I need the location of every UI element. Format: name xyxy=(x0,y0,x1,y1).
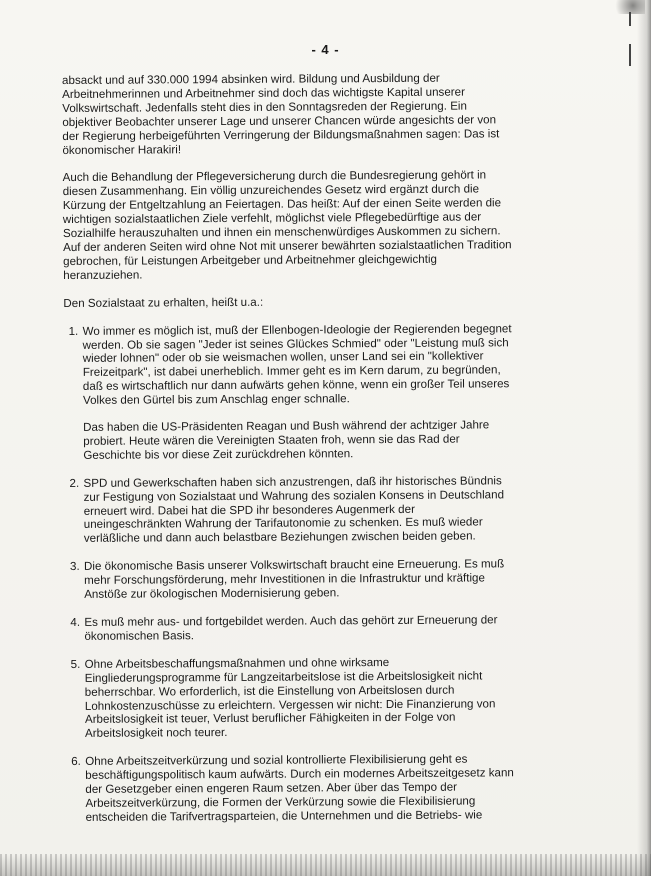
list-item-text: Ohne Arbeitsbeschaffungsmaßnahmen und ohne wirksame Eingliederungsprogramme für Langzeitarbeitslose ist die Arbeitslosigkeit nicht beherrschbar. Wo erforderlich, ist die Einstellung von Arbeitslosen durch Lohnkostenzuschüsse zu erleichtern. Vergessen wir nicht: Die Finanzierung von Arbeitslosigkeit ist teuer, Verlust beruflicher Fähigkeiten in der Folge von Arbeitslosigkeit noch teurer. xyxy=(84,655,496,741)
list-intro: Den Sozialstaat zu erhalten, heißt u.a.: xyxy=(63,295,264,310)
scan-shadow-bottom-edge xyxy=(0,854,651,876)
page-number: - 4 - xyxy=(311,42,340,57)
list-item-5 xyxy=(66,655,517,741)
scan-shadow-right-edge xyxy=(637,0,651,876)
list-item-text: Ohne Arbeitszeitverkürzung und sozial kontrollierte Flexibilisierung geht es beschäftigungspolitisch kaum aufwärts. Durch ein modernes Arbeitszeitgesetz kann der Gesetzgeber einen engeren Raum setzen. Aber über das Tempo der Arbeitszeitverkürzung, die Formen der Verkürzung sowie die Flexibilisierung entscheiden die Tarifvertragsparteien, die Unternehmen und die Betriebs- wie xyxy=(85,752,514,824)
list-item-text: Wo immer es möglich ist, muß der Ellenbogen-Ideologie der Regierenden begegnet werden. Ob sie sagen "Jeder ist seines Glückes Schmied" oder "Leistung muß sich wieder lohnen" oder ob sie weismachen wollen, unser Land sei ein "kollektiver Freizeitpark", ist dabei unerheblich. Immer geht es im Kern darum, zu begründen, daß es wirtschaftlich nur dann aufwärts gehen könne, wenn ein großer Teil unseres Volkes den Gürtel bis zum Anschlag enger schnalle. xyxy=(82,321,512,408)
list-item-text: SPD und Gewerkschaften haben sich anzustrengen, daß ihr historisches Bündnis zur Festigung von Sozialstaat und Wahrung des sozialen Konsens in Deutschland erneuert wird. Dabei hat die SPD ihr besonderes Augenmerk der uneingeschränkten Wahrung der Tarifautonomie zu schenken. Es muß wieder verläßliche und dann auch belastbare Beziehungen zwischen beiden geben. xyxy=(83,474,505,546)
numbered-list xyxy=(64,322,517,825)
list-item-3 xyxy=(65,558,515,602)
list-item-number: 4. xyxy=(70,615,81,629)
list-item-6 xyxy=(66,752,516,824)
list-item-number: 6. xyxy=(71,755,81,769)
list-item-1 xyxy=(64,322,515,463)
list-item-number: 3. xyxy=(69,560,80,574)
document-body xyxy=(62,71,517,839)
list-item-4 xyxy=(65,613,515,644)
list-item-2 xyxy=(64,474,514,546)
list-item-number: 2. xyxy=(69,476,80,490)
list-item-text: Es muß mehr aus- und fortgebildet werden. Auch das gehört zur Erneuerung der ökonomischen Basis. xyxy=(84,613,498,643)
list-item-number: 1. xyxy=(68,324,79,338)
list-item-text: Die ökonomische Basis unserer Volkswirtschaft braucht eine Erneuerung. Es muß mehr Forschungsförderung, mehr Investitionen in die Infrastruktur und kräftige Anstöße zur ökologischen Modernisierung geben. xyxy=(83,557,505,601)
paragraph-pflegeversicherung: Auch die Behandlung der Pflegeversicherung durch die Bundesregierung gehört in diesen Zusammenhang. Ein völlig unzureichendes Gesetz wird ergänzt durch die Kürzung der Entgeltzahlung an Feiertagen. Das heißt: Auf der einen Seite werden die wichtigen sozialstaatlichen Ziele verfehlt, möglichst viele Pflegebedürftige aus der Sozialhilfe herauszuhalten und ihnen ein menschenwürdiges Auskommen zu sichern. Auf der anderen Seiten wird ohne Not mit unserer bewährten sozialstaatlichen Tradition gebrochen, für Leistungen Arbeitgeber und Arbeitnehmer gleichgewichtig heranzuziehen. xyxy=(62,168,512,282)
list-item-number: 5. xyxy=(70,657,81,671)
scan-artifact-tick xyxy=(629,12,631,26)
list-item-subparagraph: Das haben die US-Präsidenten Reagan und Bush während der achtziger Jahre probiert. Heute wären die Vereinigten Staaten froh, wenn sie das Rad der Geschichte bis vor diese Zeit zurückdrehen könnten. xyxy=(83,418,490,462)
paragraph-continuation: absackt und auf 330.000 1994 absinken wird. Bildung und Ausbildung der Arbeitnehmerinnen und Arbeitnehmer sind doch das wichtigste Kapital unserer Volkswirtschaft. Jedenfalls steht dies in den Sonntagsreden der Regierung. Ein objektiver Beobachter unserer Lage und unserer Chancen würde angesichts der von der Regierung herbeigeführten Verringerung der Bildungsmaßnahmen sagen: Das ist ökonomischer Harakiri! xyxy=(62,71,500,157)
